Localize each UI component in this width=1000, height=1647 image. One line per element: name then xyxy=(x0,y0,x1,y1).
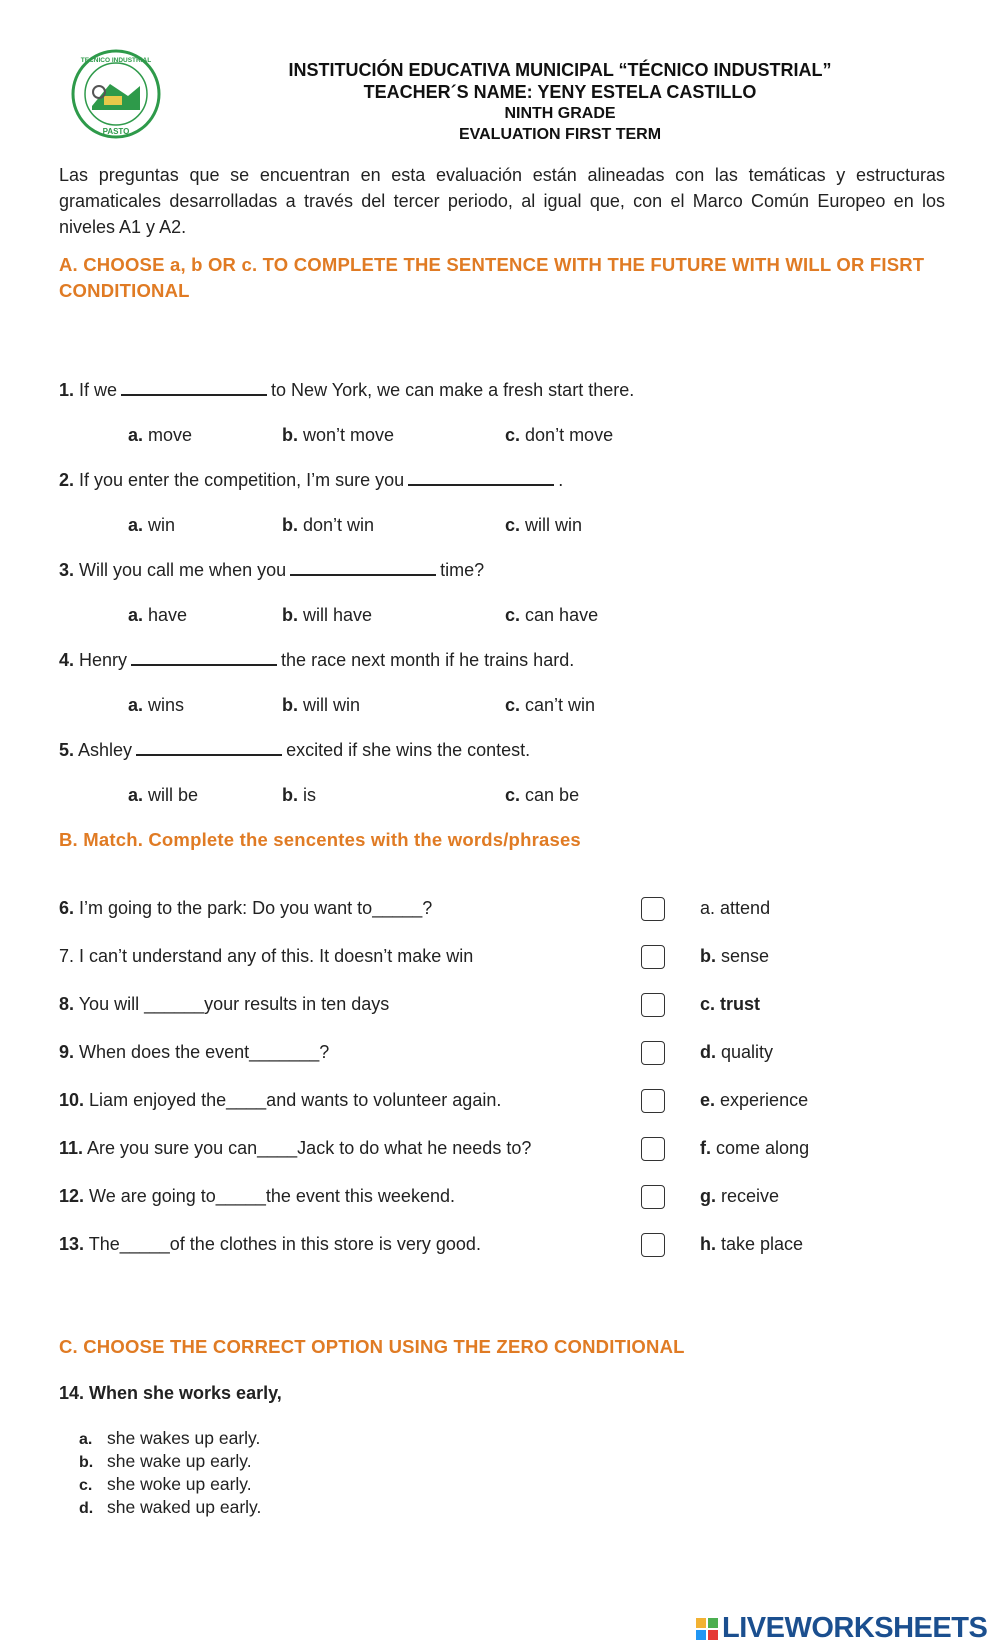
match-option-letter: b. xyxy=(700,946,716,966)
question-number: 4. xyxy=(59,650,75,670)
item-number: 9. xyxy=(59,1042,75,1062)
answer-blank[interactable] xyxy=(131,650,277,666)
option-text: will win xyxy=(303,695,361,715)
option-letter: b. xyxy=(282,515,298,535)
option-text: will have xyxy=(303,605,373,625)
question-14: 14. When she works early, xyxy=(59,1383,282,1403)
q14-option-b[interactable] xyxy=(79,1451,252,1472)
option-c-q2[interactable] xyxy=(505,515,582,536)
match-option-g xyxy=(700,1186,779,1207)
option-letter: a. xyxy=(128,425,144,445)
option-text: she wake up early. xyxy=(107,1451,252,1471)
match-option-letter: d. xyxy=(700,1042,716,1062)
match-item-13 xyxy=(59,1234,481,1255)
option-letter: a. xyxy=(128,695,144,715)
section-b-title: B. Match. Complete the sencentes with the words/phrases xyxy=(59,829,581,850)
match-option-text: come along xyxy=(716,1138,810,1158)
match-option-text: sense xyxy=(721,946,770,966)
item-number: 6. xyxy=(59,898,75,918)
question-5 xyxy=(59,740,530,761)
question-text-before: If you enter the competition, I’m sure you xyxy=(79,470,405,490)
option-c-q4[interactable] xyxy=(505,695,595,716)
option-text: won’t move xyxy=(303,425,395,445)
match-option-b xyxy=(700,946,769,967)
option-letter: d. xyxy=(79,1500,94,1517)
option-b-q5[interactable] xyxy=(282,785,316,806)
match-option-text: quality xyxy=(721,1042,774,1062)
match-item-6 xyxy=(59,898,432,919)
answer-checkbox[interactable] xyxy=(641,1137,665,1161)
option-text: move xyxy=(148,425,193,445)
question-2 xyxy=(59,470,563,491)
option-text: she waked up early. xyxy=(107,1497,262,1517)
option-letter: b. xyxy=(79,1454,94,1471)
item-text: Are you sure you can____Jack to do what he needs to? xyxy=(87,1138,532,1158)
option-letter: c. xyxy=(505,425,521,445)
option-letter: c. xyxy=(505,605,521,625)
match-item-7 xyxy=(59,946,473,967)
item-number: 7. xyxy=(59,946,75,966)
question-1 xyxy=(59,380,634,401)
question-4 xyxy=(59,650,574,671)
header-grade: NINTH GRADE xyxy=(504,105,616,122)
match-item-8 xyxy=(59,994,389,1015)
option-c-q1[interactable] xyxy=(505,425,613,446)
option-b-q2[interactable] xyxy=(282,515,374,536)
option-letter: b. xyxy=(282,695,298,715)
question-text-before: If we xyxy=(79,380,118,400)
question-number: 1. xyxy=(59,380,75,400)
option-letter: b. xyxy=(282,425,298,445)
item-text: The_____of the clothes in this store is very good. xyxy=(88,1234,481,1254)
answer-checkbox[interactable] xyxy=(641,993,665,1017)
item-text: You will ______your results in ten days xyxy=(78,994,390,1014)
match-option-text: experience xyxy=(720,1090,809,1110)
option-b-q3[interactable] xyxy=(282,605,372,626)
q14-option-c[interactable] xyxy=(79,1474,252,1495)
option-b-q1[interactable] xyxy=(282,425,394,446)
match-option-text: take place xyxy=(721,1234,804,1254)
match-option-d xyxy=(700,1042,773,1063)
answer-blank[interactable] xyxy=(121,380,267,396)
item-text: We are going to_____the event this weekend. xyxy=(89,1186,455,1206)
option-letter: b. xyxy=(282,785,298,805)
answer-blank[interactable] xyxy=(408,470,554,486)
option-text: wins xyxy=(148,695,185,715)
option-c-q5[interactable] xyxy=(505,785,579,806)
item-number: 12. xyxy=(59,1186,85,1206)
item-text: When does the event_______? xyxy=(79,1042,330,1062)
question-text-before: Will you call me when you xyxy=(79,560,287,580)
match-option-letter: e. xyxy=(700,1090,716,1110)
intro-paragraph: Las preguntas que se encuentran en esta evaluación están alineadas con las temáticas y estructuras gramaticales desarrolladas a través del tercer periodo, al igual que, con el Marco Común Europeo en los niveles A1 y A2. xyxy=(59,165,945,237)
match-option-letter: g. xyxy=(700,1186,716,1206)
item-text: Liam enjoyed the____and wants to volunteer again. xyxy=(89,1090,502,1110)
question-text-after: excited if she wins the contest. xyxy=(286,740,531,760)
section-c-title: C. CHOOSE THE CORRECT OPTION USING THE ZERO CONDITIONAL xyxy=(59,1336,685,1357)
option-b-q4[interactable] xyxy=(282,695,360,716)
option-text: is xyxy=(303,785,317,805)
option-letter: c. xyxy=(505,785,521,805)
option-letter: a. xyxy=(79,1431,93,1448)
question-text-after: to New York, we can make a fresh start there. xyxy=(271,380,635,400)
svg-text:TECNICO INDUSTRIAL: TECNICO INDUSTRIAL xyxy=(80,57,152,64)
match-option-letter: a. xyxy=(700,898,716,918)
option-text: win xyxy=(148,515,176,535)
option-a-q4[interactable] xyxy=(128,695,184,716)
answer-checkbox[interactable] xyxy=(641,1089,665,1113)
option-text: she wakes up early. xyxy=(107,1428,261,1448)
match-option-letter: h. xyxy=(700,1234,716,1254)
liveworksheets-logo-icon xyxy=(696,1618,720,1642)
option-a-q2[interactable] xyxy=(128,515,175,536)
match-item-10 xyxy=(59,1090,501,1111)
item-text: I can’t understand any of this. It doesn’t make win xyxy=(79,946,474,966)
match-item-11 xyxy=(59,1138,531,1159)
match-item-9 xyxy=(59,1042,329,1063)
svg-text:PASTO: PASTO xyxy=(102,127,130,136)
option-letter: b. xyxy=(282,605,298,625)
option-letter: a. xyxy=(128,515,144,535)
q14-option-d[interactable] xyxy=(79,1497,261,1518)
answer-checkbox[interactable] xyxy=(641,945,665,969)
option-a-q3[interactable] xyxy=(128,605,187,626)
header-institution: INSTITUCIÓN EDUCATIVA MUNICIPAL “TÉCNICO INDUSTRIAL” xyxy=(288,60,832,80)
question-number: 3. xyxy=(59,560,75,580)
item-number: 13. xyxy=(59,1234,85,1254)
match-option-a xyxy=(700,898,770,919)
question-text-after: time? xyxy=(440,560,485,580)
header-teacher: TEACHER´S NAME: YENY ESTELA CASTILLO xyxy=(363,82,757,102)
answer-checkbox[interactable] xyxy=(641,897,665,921)
option-text: she woke up early. xyxy=(107,1474,252,1494)
question-text-before: Ashley xyxy=(78,740,133,760)
question-number: 2. xyxy=(59,470,75,490)
option-letter: c. xyxy=(505,695,521,715)
answer-checkbox[interactable] xyxy=(641,1233,665,1257)
answer-blank[interactable] xyxy=(136,740,282,756)
answer-checkbox[interactable] xyxy=(641,1041,665,1065)
answer-blank[interactable] xyxy=(290,560,436,576)
match-option-text: attend xyxy=(720,898,771,918)
option-text: don’t win xyxy=(303,515,375,535)
match-option-letter: f. xyxy=(700,1138,711,1158)
match-option-letter: c. xyxy=(700,994,716,1014)
option-letter: c. xyxy=(79,1477,93,1494)
item-number: 11. xyxy=(59,1138,84,1158)
option-text: can’t win xyxy=(525,695,596,715)
liveworksheets-text: LIVEWORKSHEETS xyxy=(722,1612,988,1644)
option-c-q3[interactable] xyxy=(505,605,598,626)
option-letter: a. xyxy=(128,785,144,805)
match-option-text: receive xyxy=(721,1186,780,1206)
question-number: 5. xyxy=(59,740,75,760)
match-option-h xyxy=(700,1234,803,1255)
item-number: 8. xyxy=(59,994,75,1014)
option-text: will win xyxy=(525,515,583,535)
match-option-text: trust xyxy=(720,994,761,1014)
item-number: 10. xyxy=(59,1090,85,1110)
option-letter: c. xyxy=(505,515,521,535)
match-option-c xyxy=(700,994,760,1015)
question-text-after: . xyxy=(558,470,564,490)
option-text: don’t move xyxy=(525,425,614,445)
item-text: I’m going to the park: Do you want to_____? xyxy=(79,898,433,918)
option-text: can have xyxy=(525,605,599,625)
liveworksheets-brand xyxy=(696,1612,996,1644)
q14-option-a[interactable] xyxy=(79,1428,260,1449)
header-evaluation: EVALUATION FIRST TERM xyxy=(458,126,662,143)
match-option-e xyxy=(700,1090,808,1111)
question-text-before: Henry xyxy=(79,650,128,670)
section-a-title: A. CHOOSE a, b OR c. TO COMPLETE THE SENTENCE WITH THE FUTURE WITH WILL OR FISRT CONDITIONAL xyxy=(59,254,925,301)
option-a-q1[interactable] xyxy=(128,425,192,446)
option-letter: a. xyxy=(128,605,144,625)
question-3 xyxy=(59,560,484,581)
answer-checkbox[interactable] xyxy=(641,1185,665,1209)
option-text: can be xyxy=(525,785,580,805)
match-item-12 xyxy=(59,1186,455,1207)
match-option-f xyxy=(700,1138,809,1159)
option-text: will be xyxy=(148,785,199,805)
option-text: have xyxy=(148,605,188,625)
question-text-after: the race next month if he trains hard. xyxy=(281,650,575,670)
option-a-q5[interactable] xyxy=(128,785,198,806)
